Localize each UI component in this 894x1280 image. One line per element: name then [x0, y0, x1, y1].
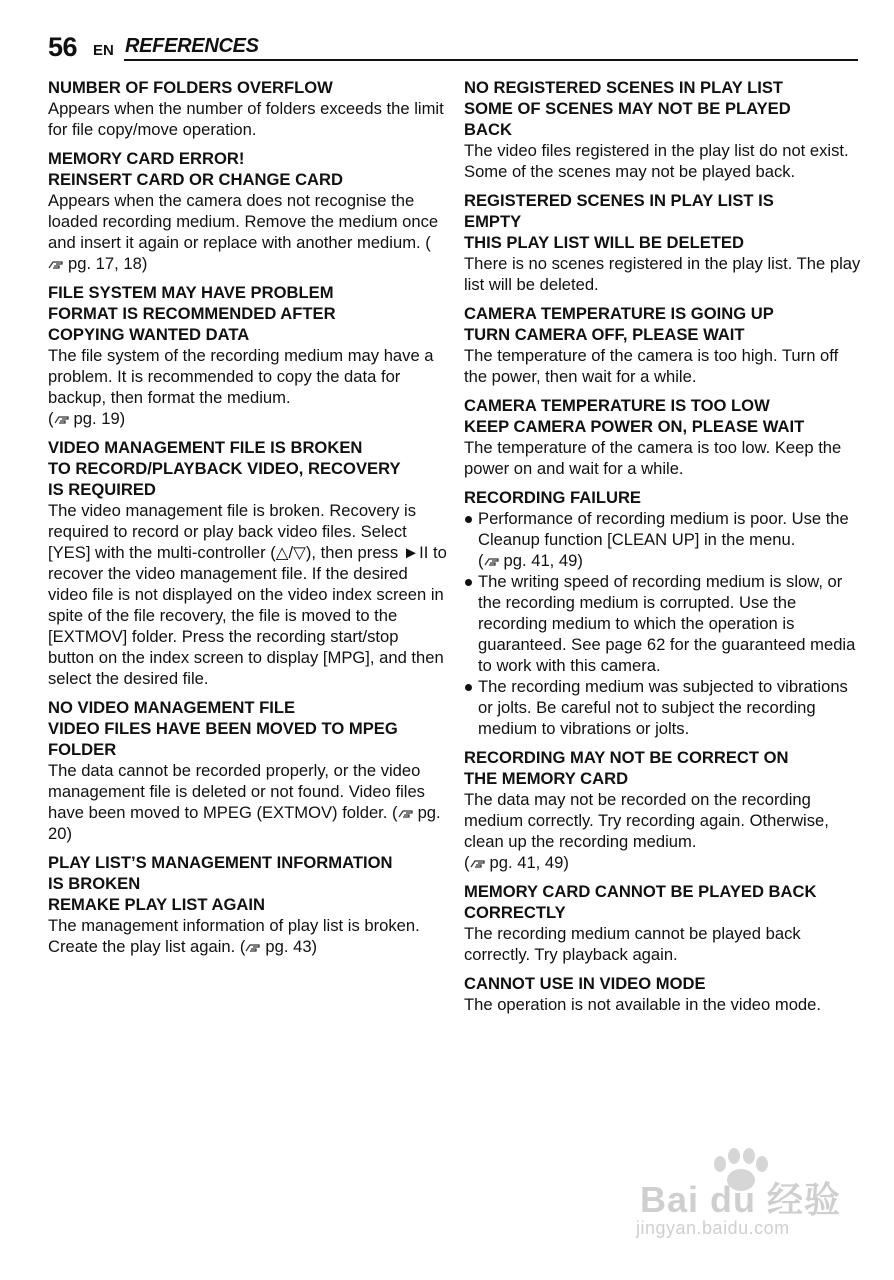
list-item: Performance of recording medium is poor. Use the Cleanup function [CLEAN UP] in the menu. ( pg. 41, 49) — [464, 508, 864, 571]
title-line: MEMORY CARD CANNOT BE PLAYED BACK — [464, 882, 817, 901]
title-line: THE MEMORY CARD — [464, 769, 629, 788]
title-line: REGISTERED SCENES IN PLAY LIST IS — [464, 191, 774, 210]
title-line: NO REGISTERED SCENES IN PLAY LIST — [464, 78, 784, 97]
message-title — [464, 303, 864, 345]
title-line: NUMBER OF FOLDERS OVERFLOW — [48, 78, 333, 97]
bullet-text: The writing speed of recording medium is slow, or the recording medium is corrupted. Use the recording medium to which the operation is guaranteed. See page 62 for the guaranteed media to work with this camera. — [478, 572, 856, 675]
message-description: The management information of play list is broken. Create the play list again. ( pg. 43) — [48, 916, 420, 956]
message-title — [464, 77, 864, 140]
title-line: VIDEO MANAGEMENT FILE IS BROKEN — [48, 438, 363, 457]
message-description: The data may not be recorded on the recording medium correctly. Try recording again. Otherwise, clean up the recording medium. ( pg. 41, 49) — [464, 790, 829, 872]
description-text: The operation is not available in the video mode. — [464, 995, 821, 1014]
description-text: The temperature of the camera is too high. Turn off the power, then wait for a while. — [464, 346, 839, 386]
description-text: The recording medium cannot be played back correctly. Try playback again. — [464, 924, 801, 964]
bullet-text: Performance of recording medium is poor. Use the Cleanup function [CLEAN UP] in the menu. — [478, 509, 849, 549]
title-line: RECORDING MAY NOT BE CORRECT ON — [464, 748, 789, 767]
title-line: CORRECTLY — [464, 903, 566, 922]
bullet-dot — [465, 684, 472, 691]
header-divider — [124, 59, 858, 61]
description-text: The temperature of the camera is too low. Keep the power on and wait for a while. — [464, 438, 842, 478]
title-line: FILE SYSTEM MAY HAVE PROBLEM — [48, 283, 334, 302]
message-description — [464, 253, 864, 295]
message-entry — [464, 190, 864, 295]
message-entry — [464, 77, 864, 182]
message-description — [464, 345, 864, 387]
description-text: The management information of play list is broken. Create the play list again. — [48, 916, 420, 956]
description-text: The data may not be recorded on the recording medium correctly. Try recording again. Otherwise, clean up the recording medium. — [464, 790, 829, 851]
message-title — [464, 395, 864, 437]
message-entry — [464, 747, 864, 873]
language-label: EN — [93, 42, 114, 59]
title-line: SOME OF SCENES MAY NOT BE PLAYED — [464, 99, 791, 118]
description-text: The data cannot be recorded properly, or the video management file is deleted or not found. Video files have been moved to MPEG (EXTMOV) folder. — [48, 761, 425, 822]
title-line: TO RECORD/PLAYBACK VIDEO, RECOVERY — [48, 459, 401, 478]
title-line: NO VIDEO MANAGEMENT FILE — [48, 698, 296, 717]
title-line: REINSERT CARD OR CHANGE CARD — [48, 170, 344, 189]
page-header — [48, 32, 858, 62]
message-entry — [48, 148, 448, 274]
message-description: The file system of the recording medium may have a problem. It is recommended to copy the data for backup, then format the medium. ( pg. 19) — [48, 346, 434, 428]
message-entry — [48, 282, 448, 429]
message-entry — [464, 487, 864, 739]
page-reference: pg. 20 — [48, 803, 441, 843]
title-line: RECORDING FAILURE — [464, 488, 642, 507]
message-description — [464, 437, 864, 479]
message-title — [48, 148, 448, 190]
pointing-hand-icon — [48, 259, 66, 271]
message-description — [464, 994, 864, 1015]
message-title — [48, 282, 448, 345]
description-text: Appears when the camera does not recognise the loaded recording medium. Remove the medium once and insert it again or replace with another medium. — [48, 191, 439, 252]
title-line: MEMORY CARD ERROR! — [48, 149, 245, 168]
title-line: PLAY LIST’S MANAGEMENT INFORMATION — [48, 853, 393, 872]
description-text: The video management file is broken. Recovery is required to record or play back video files. Select [YES] with the multi-controller (△/▽), then press ►II to recover the video management file. If the desired video file is not displayed on the video index screen in spite of the file recovery, the file is moved to the [EXTMOV] folder. Press the recording start/stop button on the index screen to display [MPG], and then select the desired file. — [48, 501, 447, 688]
title-line: KEEP CAMERA POWER ON, PLEASE WAIT — [464, 417, 805, 436]
page-reference: pg. 41, 49 — [503, 551, 578, 570]
message-title — [48, 697, 448, 760]
message-entry — [48, 437, 448, 689]
bullet-dot — [465, 516, 472, 523]
bullet-list — [464, 508, 864, 739]
left-column — [48, 77, 448, 965]
message-title — [464, 747, 864, 789]
title-line: FORMAT IS RECOMMENDED AFTER — [48, 304, 336, 323]
page-reference: pg. 43 — [265, 937, 312, 956]
message-entry — [464, 973, 864, 1015]
pointing-hand-icon — [245, 942, 263, 954]
page-reference: pg. 19 — [73, 409, 120, 428]
pointing-hand-icon — [484, 556, 502, 568]
title-line: CANNOT USE IN VIDEO MODE — [464, 974, 706, 993]
message-description — [48, 98, 448, 140]
title-line: THIS PLAY LIST WILL BE DELETED — [464, 233, 744, 252]
message-entry — [48, 697, 448, 844]
message-entry — [464, 395, 864, 479]
description-text: The file system of the recording medium may have a problem. It is recommended to copy the data for backup, then format the medium. — [48, 346, 434, 407]
title-line: REMAKE PLAY LIST AGAIN — [48, 895, 265, 914]
message-entry — [464, 881, 864, 965]
message-description — [48, 500, 448, 689]
list-item — [464, 571, 864, 676]
description-text: Appears when the number of folders exceeds the limit for file copy/move operation. — [48, 99, 444, 139]
message-title — [464, 973, 864, 994]
description-text: There is no scenes registered in the play list. The play list will be deleted. — [464, 254, 861, 294]
message-description — [464, 140, 864, 182]
message-description: The data cannot be recorded properly, or the video management file is deleted or not found. Video files have been moved to MPEG (EXTMOV) folder. ( pg. 20) — [48, 761, 441, 843]
title-line: TURN CAMERA OFF, PLEASE WAIT — [464, 325, 745, 344]
page-reference: pg. 17, 18 — [68, 254, 142, 273]
description-text: The video files registered in the play list do not exist. Some of the scenes may not be played back. — [464, 141, 849, 181]
watermark-brand: Bai du 经验 — [640, 1179, 842, 1220]
message-entry — [464, 303, 864, 387]
message-entry — [48, 77, 448, 140]
title-line: FOLDER — [48, 740, 117, 759]
title-line: CAMERA TEMPERATURE IS TOO LOW — [464, 396, 770, 415]
message-title — [48, 437, 448, 500]
message-description: Appears when the camera does not recognise the loaded recording medium. Remove the medium once and insert it again or replace with another medium. (pg. 17, 18) — [48, 191, 439, 273]
pointing-hand-icon — [54, 414, 72, 426]
message-title — [464, 881, 864, 923]
title-line: CAMERA TEMPERATURE IS GOING UP — [464, 304, 774, 323]
title-line: IS REQUIRED — [48, 480, 156, 499]
title-line: VIDEO FILES HAVE BEEN MOVED TO MPEG — [48, 719, 398, 738]
pointing-hand-icon — [398, 808, 416, 820]
message-title — [48, 77, 448, 98]
watermark-url: jingyan.baidu.com — [636, 1218, 790, 1238]
title-line: BACK — [464, 120, 512, 139]
baidu-watermark — [636, 1142, 846, 1252]
message-title — [464, 190, 864, 253]
message-description — [464, 923, 864, 965]
list-item — [464, 676, 864, 739]
message-title — [464, 487, 864, 508]
pointing-hand-icon — [470, 858, 488, 870]
bullet-text: The recording medium was subjected to vibrations or jolts. Be careful not to subject the recording medium to vibrations or jolts. — [478, 677, 848, 738]
bullet-dot — [465, 579, 472, 586]
page-reference: pg. 41, 49 — [489, 853, 564, 872]
title-line: COPYING WANTED DATA — [48, 325, 250, 344]
title-line: IS BROKEN — [48, 874, 141, 893]
right-column — [464, 77, 864, 1023]
section-title: REFERENCES — [125, 35, 259, 57]
message-entry — [48, 852, 448, 957]
title-line: EMPTY — [464, 212, 522, 231]
page-number: 56 — [48, 32, 78, 62]
message-title — [48, 852, 448, 915]
